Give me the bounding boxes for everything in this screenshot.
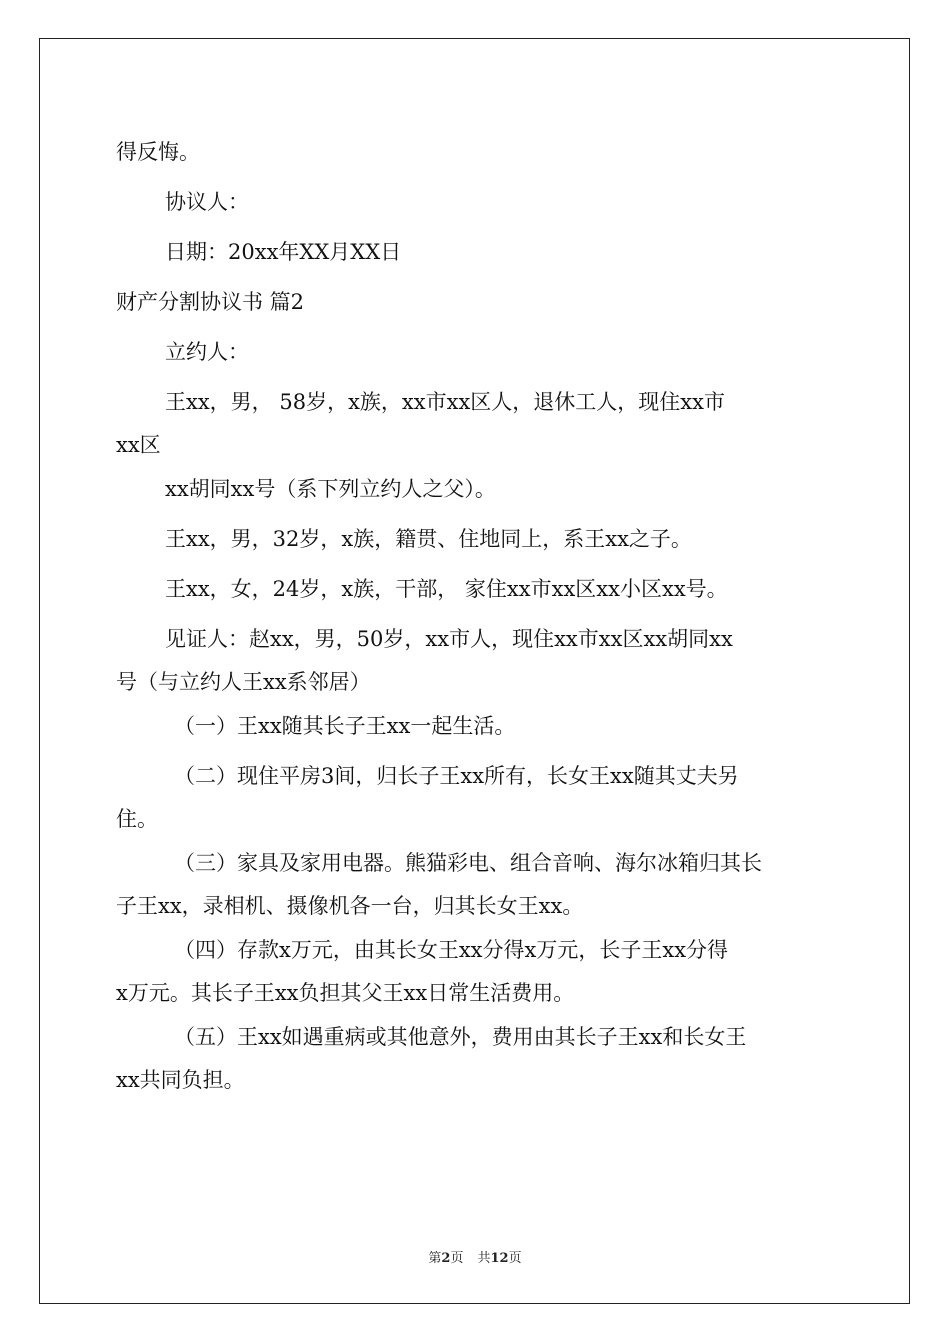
section-heading: 财产分割协议书 篇2 — [116, 290, 305, 314]
text-line: （四）存款x万元，由其长女王xx分得x万元，长子王xx分得 — [174, 938, 729, 962]
text-line: 得反悔。 — [116, 140, 200, 164]
text-line: 协议人： — [165, 190, 249, 214]
document-body — [116, 127, 836, 1099]
text-line: （二）现住平房3间，归长子王xx所有，长女王xx随其丈夫另 — [174, 764, 739, 788]
text-line: （三）家具及家用电器。熊猫彩电、组合音响、海尔冰箱归其长 — [174, 851, 762, 875]
page-number: 2 — [441, 1251, 451, 1266]
total-pages: 12 — [490, 1251, 509, 1266]
text-line: 王xx，男，32岁，x族，籍贯、住地同上，系王xx之子。 — [165, 527, 692, 551]
text-line: 子王xx，录相机、摄像机各一台，归其长女王xx。 — [116, 894, 584, 918]
text-line: xx共同负担。 — [116, 1068, 245, 1092]
page-footer — [0, 1247, 950, 1266]
text-line: 日期：20xx年XX月XX日 — [165, 240, 402, 264]
text-line: xx区 — [116, 433, 161, 457]
text-line: 王xx，男， 58岁，x族，xx市xx区人，退休工人，现住xx市 — [165, 390, 725, 414]
text-line: （一）王xx随其长子王xx一起生活。 — [174, 714, 516, 738]
text-line: （五）王xx如遇重病或其他意外，费用由其长子王xx和长女王 — [174, 1025, 747, 1049]
page-prefix: 第 — [428, 1251, 442, 1266]
text-line: xx胡同xx号（系下列立约人之父）。 — [165, 477, 496, 501]
text-line: 立约人： — [165, 340, 249, 364]
text-line: 住。 — [116, 807, 158, 831]
text-line: 见证人：赵xx，男，50岁，xx市人，现住xx市xx区xx胡同xx — [165, 627, 733, 651]
page-suffix: 页 — [450, 1251, 464, 1266]
total-suffix: 页 — [508, 1251, 522, 1266]
text-line: x万元。其长子王xx负担其父王xx日常生活费用。 — [116, 981, 575, 1005]
text-line: 王xx，女，24岁，x族，干部， 家住xx市xx区xx小区xx号。 — [165, 577, 728, 601]
text-line: 号（与立约人王xx系邻居） — [116, 670, 371, 694]
total-prefix: 共 — [477, 1251, 491, 1266]
